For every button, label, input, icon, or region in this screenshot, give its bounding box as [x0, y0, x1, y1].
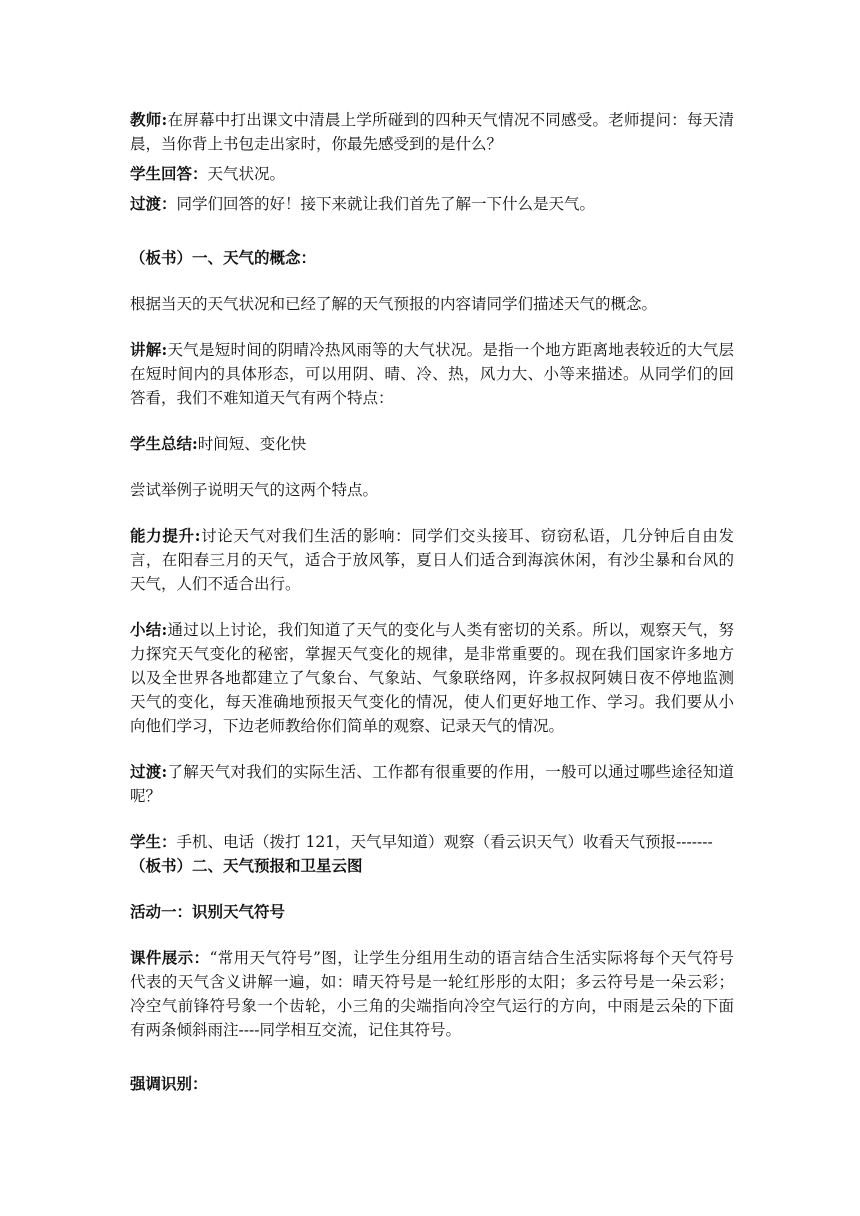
- label-separator: ：: [193, 948, 210, 967]
- emphasis-heading: 强调识别：: [130, 1074, 208, 1093]
- label-separator: ：: [161, 194, 177, 213]
- example-prompt-paragraph: 尝试举例子说明天气的这两个特点。: [130, 481, 379, 499]
- explanation-paragraph: [130, 338, 734, 410]
- transition-paragraph-2: [130, 760, 734, 808]
- transition-paragraph: [130, 192, 734, 216]
- paragraph-label: 过渡: [130, 194, 162, 213]
- document-page: [130, 108, 734, 1096]
- section-heading-weather-concept: （板书）一、天气的概念：: [130, 248, 317, 267]
- label-separator: ：: [161, 832, 177, 851]
- summary-paragraph: [130, 618, 734, 738]
- paragraph-text: 天气状况。: [207, 165, 286, 183]
- paragraph-text: 通过以上讨论，我们知道了天气的变化与人类有密切的关系。所以，观察天气，努力探究天气变化的秘密，掌握天气变化的规律，是非常重要的。现在我们国家许多地方以及全世界各地都建立了气象台、气象站、气象联络网，许多叔叔阿姨日夜不停地监测天气的变化，每天准确地预报天气变化的情况，使人们更好地工作、学习。我们要从小向他们学习，下边老师教给你们简单的观察、记录天气的情况。: [130, 621, 734, 735]
- label-separator: :: [161, 762, 168, 781]
- paragraph-label: 课件展示: [130, 948, 194, 967]
- activity-heading: 活动一：识别天气符号: [130, 902, 286, 921]
- label-separator: :: [161, 110, 168, 129]
- student-answer-paragraph: [130, 162, 734, 186]
- label-separator: :: [161, 340, 168, 359]
- paragraph-text: 了解天气对我们的实际生活、工作都有很重要的作用，一般可以通过哪些途径知道呢？: [130, 763, 734, 805]
- paragraph-label: 教师: [130, 110, 162, 129]
- paragraph-label: 学生: [130, 832, 162, 851]
- paragraph-label: 能力提升: [130, 526, 195, 545]
- ability-paragraph: [130, 524, 734, 596]
- paragraph-text: 时间短、变化快: [197, 435, 307, 453]
- label-separator: :: [192, 434, 198, 453]
- paragraph-label: 小结: [130, 620, 162, 639]
- student-summary-paragraph: [130, 432, 734, 456]
- paragraph-text: 在屏幕中打出课文中清晨上学所碰到的四种天气情况不同感受。老师提问：每天清晨，当你背上书包走出家时，你最先感受到的是什么？: [130, 111, 734, 153]
- paragraph-text: “常用天气符号”图，让学生分组用生动的语言结合生活实际将每个天气符号代表的天气含义讲解一遍，如：晴天符号是一轮红彤彤的太阳；多云符号是一朵云彩；冷空气前锋符号象一个齿轮，小三角的尖端指向冷空气运行的方向，中雨是云朵的下面有两条倾斜雨注----同学相互交流，记住其符号。: [130, 949, 734, 1039]
- label-separator: :: [194, 526, 201, 545]
- instruction-paragraph: 根据当天的天气状况和已经了解的天气预报的内容请同学们描述天气的概念。: [130, 295, 658, 313]
- label-separator: :: [161, 620, 168, 639]
- paragraph-text: 同学们回答的好！接下来就让我们首先了解一下什么是天气。: [176, 195, 596, 213]
- paragraph-label: 学生总结: [130, 434, 193, 453]
- paragraph-label: 讲解: [130, 340, 162, 359]
- teacher-paragraph: [130, 108, 734, 156]
- paragraph-text: 手机、电话（拨打 121，天气早知道）观察（看云识天气）收看天气预报-------: [176, 833, 713, 851]
- section-heading-forecast: （板书）二、天气预报和卫星云图: [130, 856, 363, 875]
- paragraph-label: 过渡: [130, 762, 162, 781]
- courseware-paragraph: [130, 946, 734, 1042]
- label-separator: ：: [192, 164, 208, 183]
- paragraph-label: 学生回答: [130, 164, 193, 183]
- paragraph-text: 天气是短时间的阴晴冷热风雨等的大气状况。是指一个地方距离地表较近的大气层在短时间内的具体形态，可以用阴、晴、冷、热，风力大、小等来描述。从同学们的回答看，我们不难知道天气有两个特点：: [130, 341, 734, 407]
- student-paragraph: [130, 830, 734, 854]
- paragraph-text: 讨论天气对我们生活的影响：同学们交头接耳、窃窃私语，几分钟后自由发言，在阳春三月的天气，适合于放风筝，夏日人们适合到海滨休闲，有沙尘暴和台风的天气，人们不适合出行。: [130, 527, 734, 593]
